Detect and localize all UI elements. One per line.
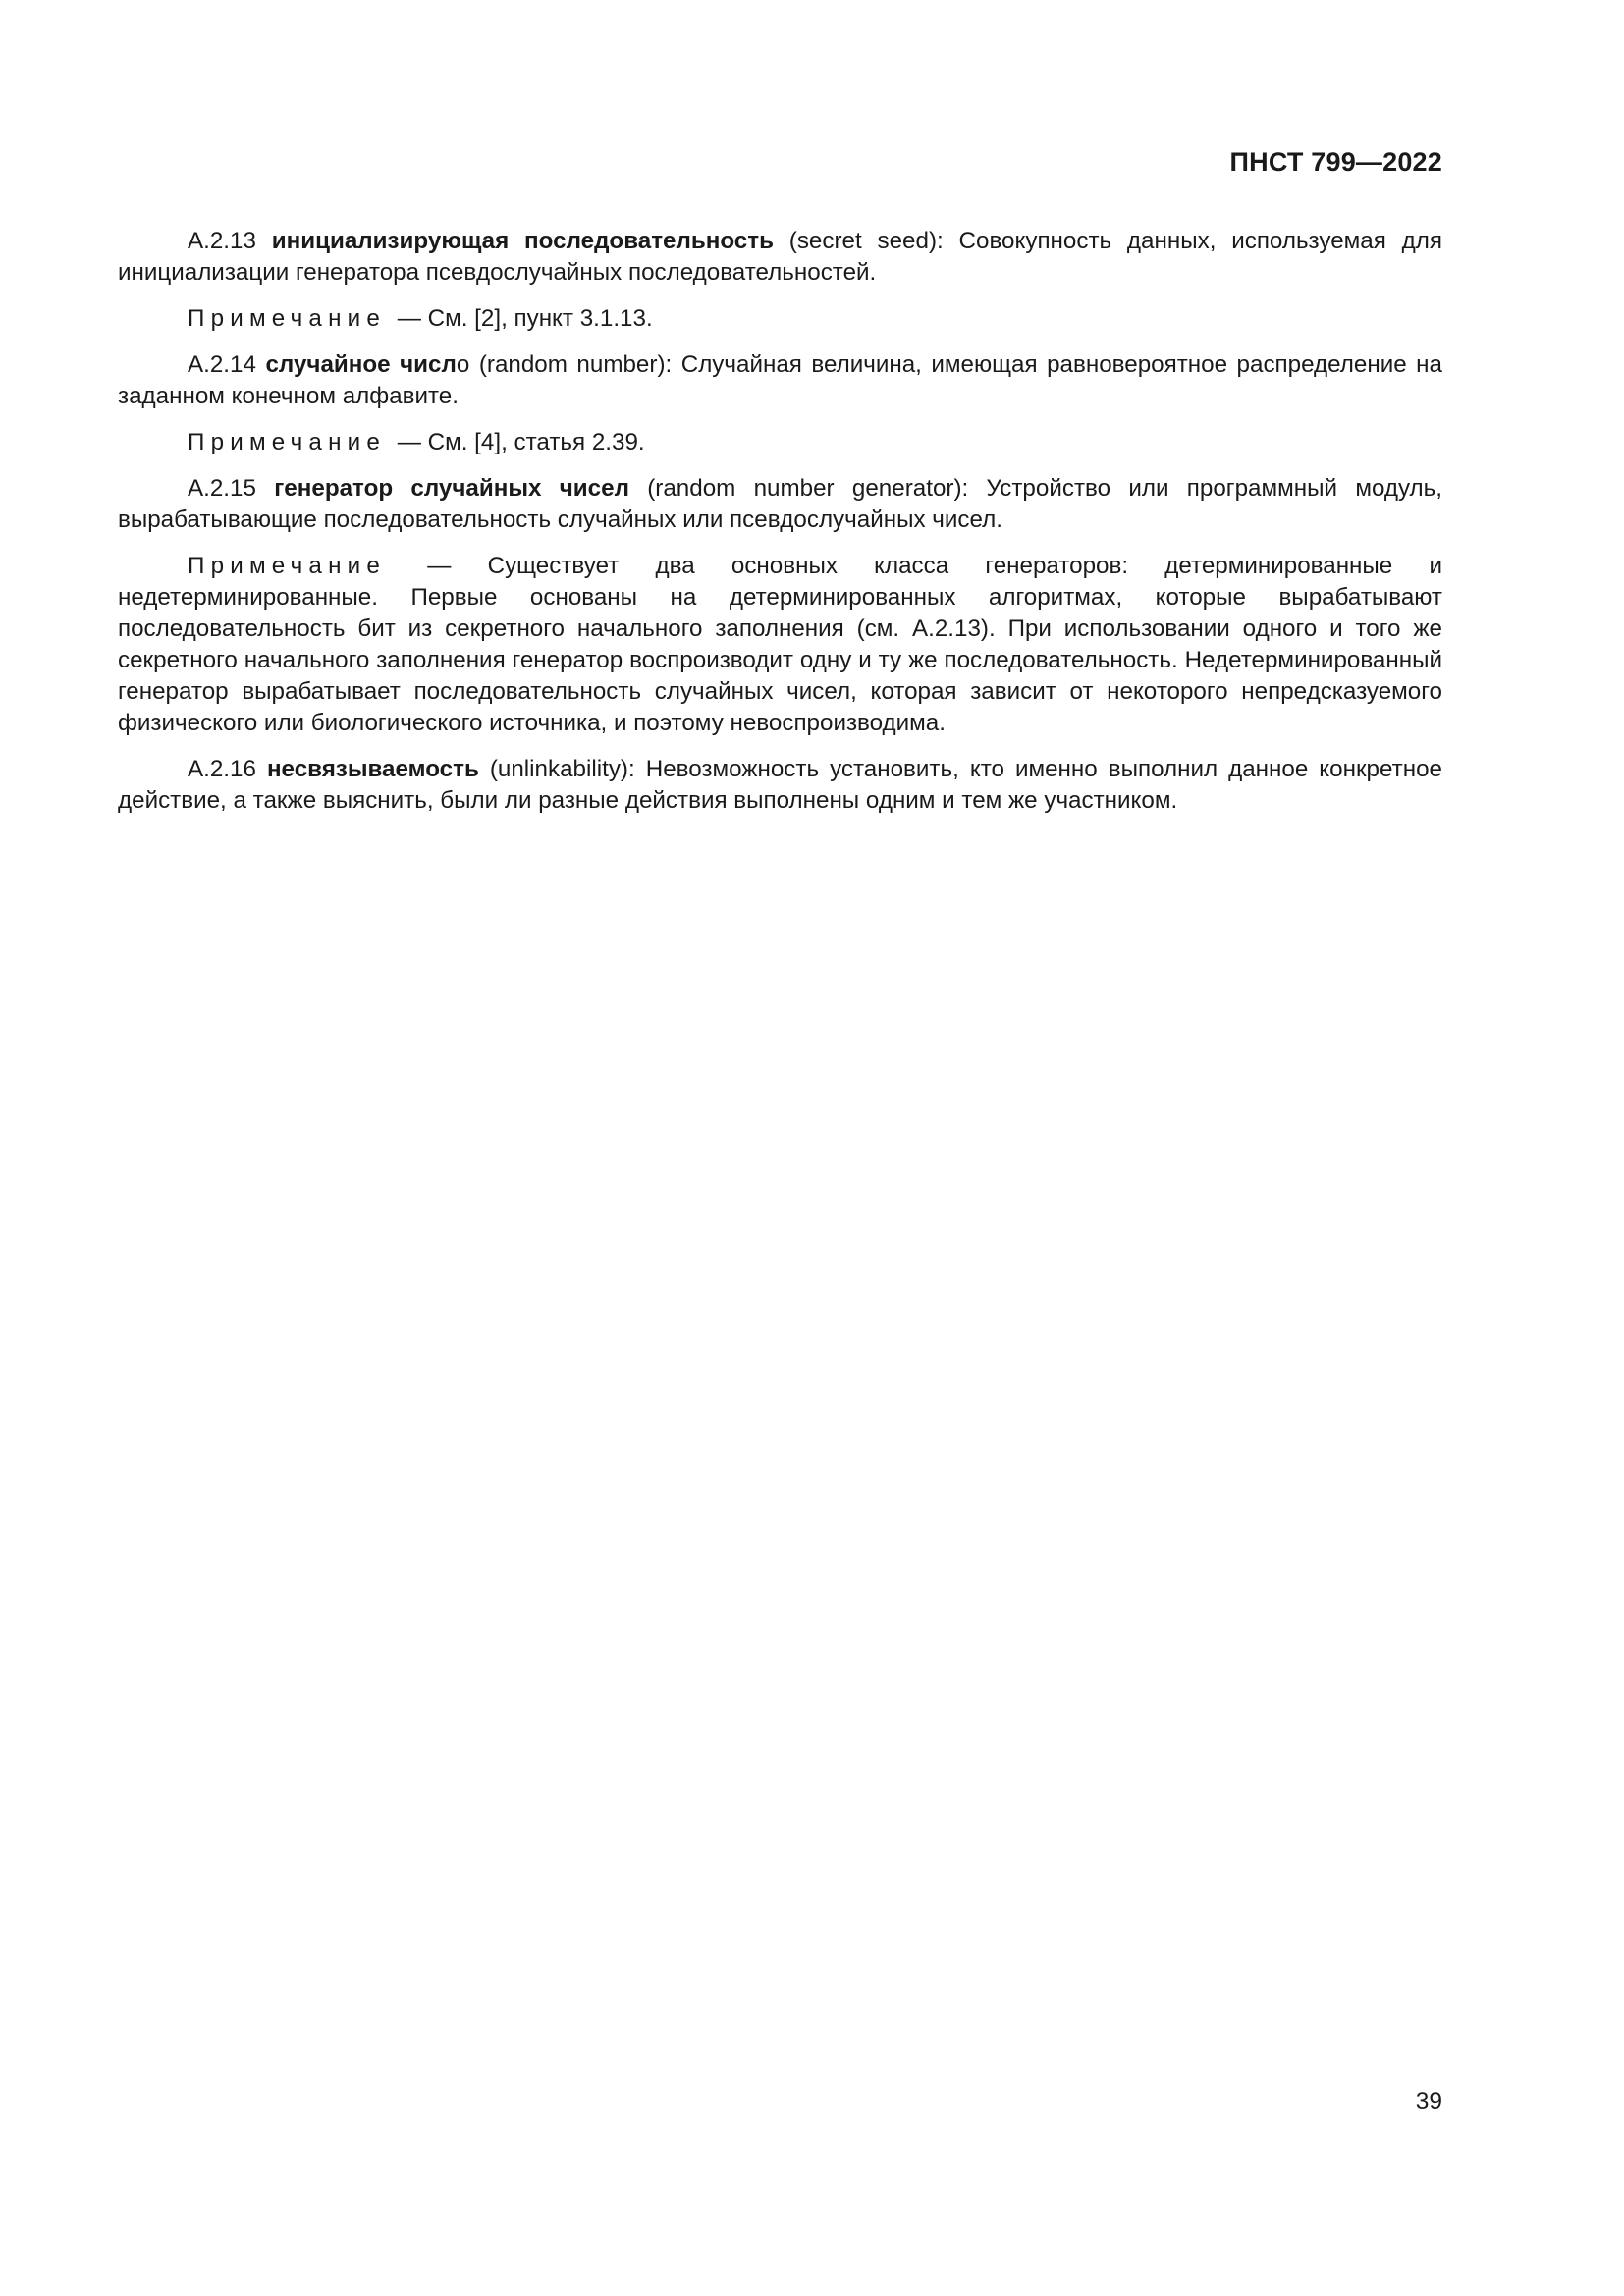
term-definition: (random number generator): Устройство или программный модуль, вырабатывающие последовательность случайных или псевдослучайных чисел.	[118, 475, 1442, 533]
document-body	[118, 226, 1442, 831]
term-definition: (secret seed): Совокупность данных, используемая для инициализации генератора псевдослучайных последовательностей.	[118, 228, 1442, 286]
page-number: 39	[1415, 2088, 1442, 2114]
term-number: А.2.16	[188, 756, 256, 782]
term-name: инициализирующая последовательность	[271, 228, 774, 254]
term-name: несвязываемость	[266, 756, 479, 782]
term-name-tail: о	[456, 351, 470, 378]
note-text: — См. [4], статья 2.39.	[397, 429, 645, 455]
note-a-2-14	[118, 427, 1442, 458]
term-definition: (unlinkability): Невозможность установить, кто именно выполнил данное конкретное действие, а также выяснить, были ли разные действия выполнены одним и тем же участником.	[118, 756, 1442, 814]
term-name: случайное числ	[265, 351, 457, 378]
document-code: ПНСТ 799—2022	[1229, 147, 1442, 177]
note-a-2-15	[118, 551, 1442, 739]
note-text: — Существует два основных класса генераторов: детерминированные и недетерминированные. Первые основаны на детерминированных алгоритмах, которые вырабатывают последовательность бит из секретного начального заполнения (см. А.2.13). При использовании одного и того же секретного начального заполнения генератор воспроизводит одну и ту же последовательность. Недетерминированный генератор вырабатывает последовательность случайных чисел, которая зависит от некоторого непредсказуемого физического или биологического источника, и поэтому невоспроизводима.	[118, 553, 1442, 736]
note-text: — См. [2], пункт 3.1.13.	[397, 305, 653, 332]
term-number: А.2.14	[188, 351, 256, 378]
term-entry-a-2-16	[118, 754, 1442, 817]
term-entry-a-2-14	[118, 349, 1442, 412]
term-definition: (random number): Случайная величина, имеющая равновероятное распределение на заданном конечном алфавите.	[118, 351, 1442, 409]
term-entry-a-2-13	[118, 226, 1442, 289]
term-number: А.2.15	[188, 475, 256, 502]
term-entry-a-2-15	[118, 473, 1442, 536]
term-number: А.2.13	[188, 228, 256, 254]
note-label: Примечание	[188, 429, 386, 455]
note-label: Примечание	[188, 305, 386, 332]
term-name: генератор случайных чисел	[274, 475, 629, 502]
note-label: Примечание	[188, 553, 386, 579]
note-a-2-13	[118, 303, 1442, 335]
